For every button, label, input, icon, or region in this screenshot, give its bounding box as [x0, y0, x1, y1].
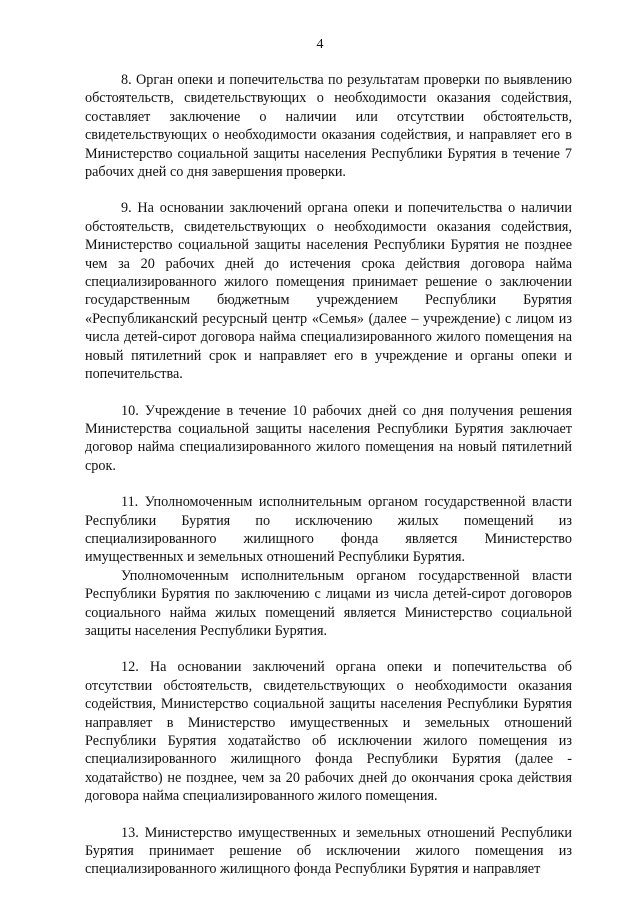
page-number: 4: [316, 37, 324, 52]
paragraph-13: 13. Министерство имущественных и земельных отношений Республики Бурятия принимает решение об исключении жилого помещения из специализированного жилищного фонда Республики Бурятия и направляет: [85, 824, 572, 878]
paragraph-10: 10. Учреждение в течение 10 рабочих дней со дня получения решения Министерства социальной защиты населения Республики Бурятия заключает договор найма специализированного жилого помещения на новый пятилетний срок.: [85, 402, 572, 474]
paragraph-8: 8. Орган опеки и попечительства по результатам проверки по выявлению обстоятельств, свидетельствующих о необходимости оказания содействия, составляет заключение о наличии или отсутствии обстоятельств, свидетельствующих о необходимости оказания содействия, и направляет его в Министерство социальной защиты населения Республики Бурятия в течение 7 рабочих дней со дня завершения проверки.: [85, 72, 572, 181]
paragraph-11-continuation: Уполномоченным исполнительным органом государственной власти Республики Бурятия по заключению с лицами из числа детей-сирот договоров социального найма жилых помещений является Министерство социальной защиты населения Республики Бурятия.: [85, 567, 572, 639]
paragraph-9: 9. На основании заключений органа опеки и попечительства о наличии обстоятельств, свидетельствующих о необходимости оказания содействия, Министерство социальной защиты населения Республики Бурятия не позднее чем за 20 рабочих дней до истечения срока действия договора найма специализированного жилого помещения принимает решение о заключении государственным бюджетным учреждением Республики Бурятия «Республиканский ресурсный центр «Семья» (далее – учреждение) с лицом из числа детей-сирот договора найма специализированного жилого помещения на новый пятилетний срок и направляет его в учреждение и органы опеки и попечительства.: [85, 200, 572, 383]
document-body: [85, 71, 572, 879]
paragraph-12: 12. На основании заключений органа опеки и попечительства об отсутствии обстоятельств, свидетельствующих о необходимости оказания содействия, Министерство социальной защиты населения Республики Бурятия направляет в Министерство имущественных и земельных отношений Республики Бурятия ходатайство об исключении жилого помещения из специализированного жилищного фонда Республики Бурятия (далее - ходатайство) не позднее, чем за 20 рабочих дней до окончания срока действия договора найма специализированного жилого помещения.: [85, 659, 572, 805]
paragraph-11: 11. Уполномоченным исполнительным органом государственной власти Республики Бурятия по исключению жилых помещений из специализированного жилищного фонда является Министерство имущественных и земельных отношений Республики Бурятия.: [85, 494, 572, 566]
